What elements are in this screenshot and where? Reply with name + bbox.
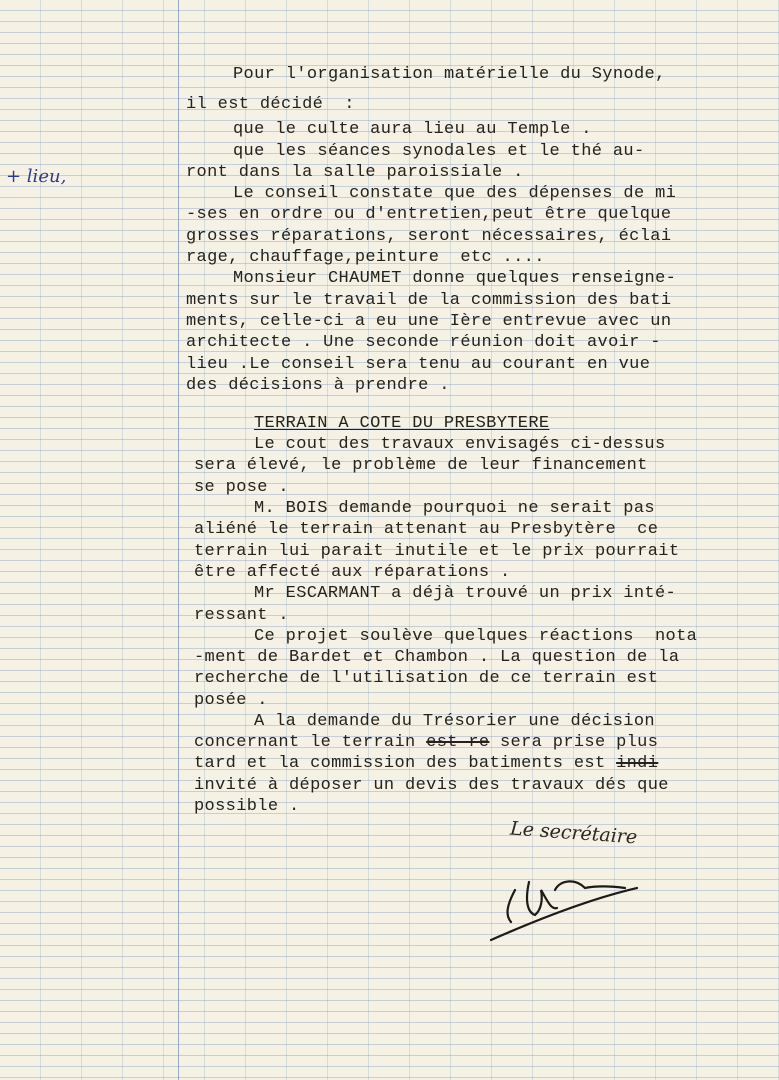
text-line: aliéné le terrain attenant au Presbytère ce: [194, 520, 659, 539]
text-line: se pose .: [194, 478, 289, 497]
text-line: Le conseil constate que des dépenses de mi: [233, 184, 677, 203]
text-line: Ce projet soulève quelques réactions nota: [254, 627, 698, 646]
text-line: être affecté aux réparations .: [194, 563, 511, 582]
text-line: lieu .Le conseil sera tenu au courant en vue: [186, 355, 651, 374]
text-line: rage, chauffage,peinture etc ....: [186, 248, 545, 267]
text-line: des décisions à prendre .: [186, 376, 450, 395]
text-line: que le culte aura lieu au Temple .: [233, 120, 592, 139]
text-line: invité à déposer un devis des travaux dés que: [194, 776, 669, 795]
text-line: architecte . Une seconde réunion doit avoir -: [186, 333, 661, 352]
text-line: tard et la commission des batiments est indi: [194, 754, 659, 773]
text-line: -ment de Bardet et Chambon . La question de la: [194, 648, 680, 667]
text-line: Pour l'organisation matérielle du Synode,: [233, 65, 666, 84]
text-line: ront dans la salle paroissiale .: [186, 163, 524, 182]
text-line: recherche de l'utilisation de ce terrain est: [194, 669, 659, 688]
section-heading: TERRAIN A COTE DU PRESBYTERE: [254, 414, 550, 433]
text-line: possible .: [194, 797, 300, 816]
text-line: M. BOIS demande pourquoi ne serait pas: [254, 499, 655, 518]
signature-mark: [485, 860, 655, 950]
text-line: -ses en ordre ou d'entretien,peut être quelque: [186, 205, 672, 224]
text-line: posée .: [194, 691, 268, 710]
text-line: Mr ESCARMANT a déjà trouvé un prix inté-: [254, 584, 677, 603]
text-line: Monsieur CHAUMET donne quelques renseigne-: [233, 269, 677, 288]
margin-note: + lieu,: [6, 166, 67, 187]
text-line: que les séances synodales et le thé au-: [233, 142, 645, 161]
text-line: Le cout des travaux envisagés ci-dessus: [254, 435, 666, 454]
text-line: ments sur le travail de la commission des bati: [186, 291, 672, 310]
text-line: sera élevé, le problème de leur financement: [194, 456, 648, 475]
text-line: terrain lui parait inutile et le prix pourrait: [194, 542, 680, 561]
struck-text: indi: [616, 754, 659, 773]
text-line: grosses réparations, seront nécessaires, éclai: [186, 227, 672, 246]
signature-title: Le secrétaire: [509, 817, 638, 849]
text-line: il est décidé :: [186, 95, 355, 114]
text-line: A la demande du Trésorier une décision: [254, 712, 655, 731]
text-line: concernant le terrain est re sera prise plus: [194, 733, 659, 752]
margin-line: [178, 0, 179, 1080]
text-line: ressant .: [194, 606, 289, 625]
struck-text: est re: [426, 733, 490, 752]
text-line: ments, celle-ci a eu une Ière entrevue avec un: [186, 312, 672, 331]
